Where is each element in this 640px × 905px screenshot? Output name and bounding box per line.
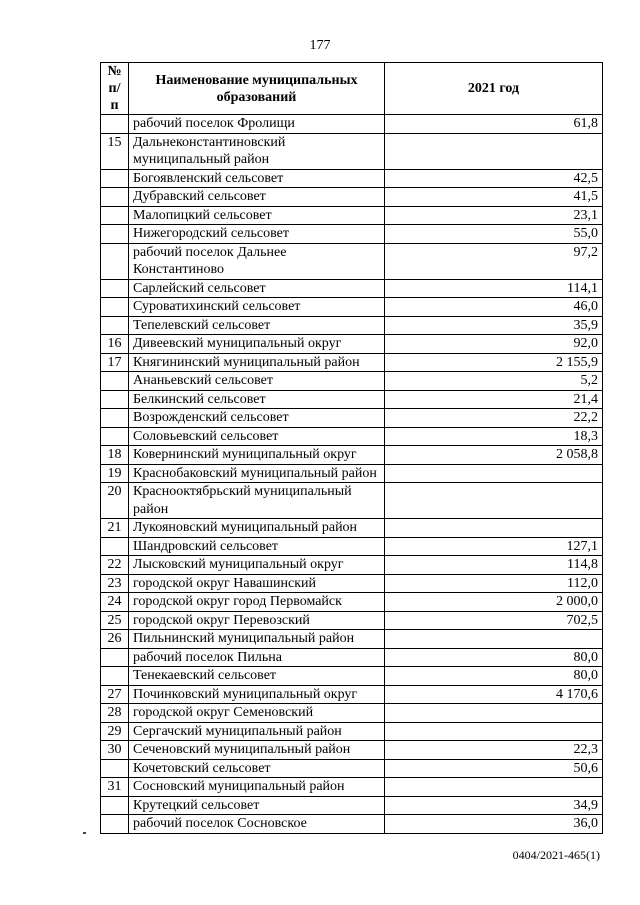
table-row xyxy=(101,630,603,649)
row-number xyxy=(101,667,129,686)
row-name: Краснооктябрьский муниципальный район xyxy=(129,483,385,519)
row-value: 34,9 xyxy=(385,796,603,815)
row-number: 26 xyxy=(101,630,129,649)
table-row xyxy=(101,298,603,317)
row-name: рабочий поселок Фролищи xyxy=(129,115,385,134)
table-row xyxy=(101,115,603,134)
row-number: 15 xyxy=(101,133,129,169)
row-name: Пильнинский муниципальный район xyxy=(129,630,385,649)
row-name: Ковернинский муниципальный округ xyxy=(129,446,385,465)
municipal-table xyxy=(100,62,603,834)
table-row xyxy=(101,335,603,354)
row-value: 35,9 xyxy=(385,316,603,335)
row-value: 114,1 xyxy=(385,279,603,298)
table-row xyxy=(101,519,603,538)
table-row xyxy=(101,372,603,391)
scan-speck xyxy=(83,832,86,834)
row-name: Сергачский муниципальный район xyxy=(129,722,385,741)
row-value: 5,2 xyxy=(385,372,603,391)
table-row xyxy=(101,483,603,519)
row-number: 30 xyxy=(101,741,129,760)
row-number xyxy=(101,427,129,446)
row-value: 92,0 xyxy=(385,335,603,354)
row-name: городской округ город Первомайск xyxy=(129,593,385,612)
header-num: № п/п xyxy=(101,63,129,115)
row-number xyxy=(101,372,129,391)
row-number xyxy=(101,759,129,778)
row-name: Нижегородский сельсовет xyxy=(129,225,385,244)
page-number: 177 xyxy=(309,38,331,53)
row-value: 46,0 xyxy=(385,298,603,317)
row-number xyxy=(101,188,129,207)
row-value: 41,5 xyxy=(385,188,603,207)
table-row xyxy=(101,796,603,815)
row-name: Шандровский сельсовет xyxy=(129,537,385,556)
row-name: Дальнеконстантиновский муниципальный район xyxy=(129,133,385,169)
row-value: 61,8 xyxy=(385,115,603,134)
table-row xyxy=(101,741,603,760)
row-name: Богоявленский сельсовет xyxy=(129,169,385,188)
header-name: Наименование муниципальных образований xyxy=(129,63,385,115)
row-number: 23 xyxy=(101,574,129,593)
row-number: 29 xyxy=(101,722,129,741)
row-name: Суроватихинский сельсовет xyxy=(129,298,385,317)
row-number: 20 xyxy=(101,483,129,519)
row-number: 17 xyxy=(101,353,129,372)
row-name: Лукояновский муниципальный район xyxy=(129,519,385,538)
row-value: 21,4 xyxy=(385,390,603,409)
row-name: Малопицкий сельсовет xyxy=(129,206,385,225)
table-row xyxy=(101,574,603,593)
row-number: 28 xyxy=(101,704,129,723)
row-number xyxy=(101,169,129,188)
header-year: 2021 год xyxy=(385,63,603,115)
table-row xyxy=(101,225,603,244)
row-number xyxy=(101,815,129,834)
row-number: 18 xyxy=(101,446,129,465)
row-name: городской округ Семеновский xyxy=(129,704,385,723)
table-row xyxy=(101,133,603,169)
row-number xyxy=(101,243,129,279)
table-row xyxy=(101,556,603,575)
table-row xyxy=(101,593,603,612)
row-value: 2 000,0 xyxy=(385,593,603,612)
row-value: 2 155,9 xyxy=(385,353,603,372)
table-row xyxy=(101,427,603,446)
row-name: Тепелевский сельсовет xyxy=(129,316,385,335)
table-row xyxy=(101,722,603,741)
row-name: Княгининский муниципальный район xyxy=(129,353,385,372)
table-row xyxy=(101,243,603,279)
row-number: 16 xyxy=(101,335,129,354)
table-row xyxy=(101,169,603,188)
table-row xyxy=(101,648,603,667)
row-name: рабочий поселок Сосновское xyxy=(129,815,385,834)
row-value xyxy=(385,630,603,649)
table-row xyxy=(101,778,603,797)
row-number: 31 xyxy=(101,778,129,797)
row-value: 80,0 xyxy=(385,667,603,686)
table-header-row xyxy=(101,63,603,115)
row-name: Ананьевский сельсовет xyxy=(129,372,385,391)
row-value: 22,2 xyxy=(385,409,603,428)
row-number: 22 xyxy=(101,556,129,575)
table-row xyxy=(101,611,603,630)
row-name: Крутецкий сельсовет xyxy=(129,796,385,815)
row-value xyxy=(385,778,603,797)
row-value: 36,0 xyxy=(385,815,603,834)
row-value: 18,3 xyxy=(385,427,603,446)
row-value: 50,6 xyxy=(385,759,603,778)
table-row xyxy=(101,409,603,428)
row-name: городской округ Навашинский xyxy=(129,574,385,593)
table-row xyxy=(101,390,603,409)
table-row xyxy=(101,464,603,483)
table-row xyxy=(101,685,603,704)
row-number: 27 xyxy=(101,685,129,704)
row-name: Возрожденский сельсовет xyxy=(129,409,385,428)
row-name: рабочий поселок Пильна xyxy=(129,648,385,667)
row-name: Соловьевский сельсовет xyxy=(129,427,385,446)
row-name: городской округ Перевозский xyxy=(129,611,385,630)
table-row xyxy=(101,815,603,834)
row-number: 24 xyxy=(101,593,129,612)
table-row xyxy=(101,353,603,372)
row-number: 19 xyxy=(101,464,129,483)
table-row xyxy=(101,316,603,335)
table-row xyxy=(101,667,603,686)
row-value: 2 058,8 xyxy=(385,446,603,465)
row-name: Дубравский сельсовет xyxy=(129,188,385,207)
row-value: 112,0 xyxy=(385,574,603,593)
row-value: 55,0 xyxy=(385,225,603,244)
row-number xyxy=(101,206,129,225)
row-name: Тенекаевский сельсовет xyxy=(129,667,385,686)
row-value: 702,5 xyxy=(385,611,603,630)
row-number xyxy=(101,298,129,317)
row-number: 25 xyxy=(101,611,129,630)
row-name: рабочий поселок Дальнее Константиново xyxy=(129,243,385,279)
row-value xyxy=(385,464,603,483)
row-number xyxy=(101,225,129,244)
row-value xyxy=(385,722,603,741)
row-value: 22,3 xyxy=(385,741,603,760)
row-name: Краснобаковский муниципальный район xyxy=(129,464,385,483)
table-row xyxy=(101,188,603,207)
row-value xyxy=(385,519,603,538)
row-number xyxy=(101,796,129,815)
row-number: 21 xyxy=(101,519,129,538)
row-number xyxy=(101,115,129,134)
row-value: 23,1 xyxy=(385,206,603,225)
row-value: 127,1 xyxy=(385,537,603,556)
row-number xyxy=(101,648,129,667)
row-number xyxy=(101,409,129,428)
table-row xyxy=(101,759,603,778)
row-value: 4 170,6 xyxy=(385,685,603,704)
row-name: Дивеевский муниципальный округ xyxy=(129,335,385,354)
row-name: Сосновский муниципальный район xyxy=(129,778,385,797)
row-number xyxy=(101,390,129,409)
table-row xyxy=(101,446,603,465)
row-number xyxy=(101,279,129,298)
row-name: Сеченовский муниципальный район xyxy=(129,741,385,760)
row-name: Починковский муниципальный округ xyxy=(129,685,385,704)
row-name: Кочетовский сельсовет xyxy=(129,759,385,778)
row-value xyxy=(385,133,603,169)
row-value: 42,5 xyxy=(385,169,603,188)
table-row xyxy=(101,704,603,723)
table-row xyxy=(101,537,603,556)
document-code: 0404/2021-465(1) xyxy=(512,848,600,862)
row-value: 80,0 xyxy=(385,648,603,667)
row-value: 114,8 xyxy=(385,556,603,575)
row-value: 97,2 xyxy=(385,243,603,279)
row-number xyxy=(101,316,129,335)
table-row xyxy=(101,279,603,298)
row-value xyxy=(385,704,603,723)
row-value xyxy=(385,483,603,519)
row-name: Лысковский муниципальный округ xyxy=(129,556,385,575)
row-name: Сарлейский сельсовет xyxy=(129,279,385,298)
row-number xyxy=(101,537,129,556)
table-row xyxy=(101,206,603,225)
row-name: Белкинский сельсовет xyxy=(129,390,385,409)
